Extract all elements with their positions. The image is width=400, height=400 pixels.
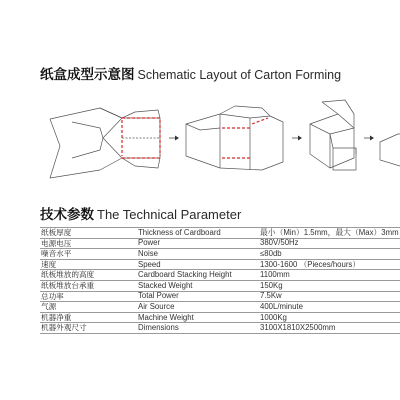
param-value: 最小（Min）1.5mm，最大（Max）3mm <box>260 227 399 237</box>
param-name-zh: 纸板堆放台承重 <box>40 280 137 291</box>
param-value: ≤80db <box>259 249 400 260</box>
param-name-en: Stacked Weight <box>137 280 259 291</box>
param-name-en: Total Power <box>137 291 259 302</box>
param-name-en: Power <box>137 238 259 249</box>
technical-parameter-table <box>40 227 400 334</box>
param-name-zh: 速度 <box>40 259 137 270</box>
table-row <box>40 228 400 239</box>
param-name-zh: 噪音水平 <box>40 249 137 260</box>
param-name-en: Noise <box>137 249 259 260</box>
param-name-en: Speed <box>137 259 259 270</box>
param-name-zh: 机器外观尺寸 <box>40 323 137 334</box>
param-value: 7.5Kw <box>259 291 400 302</box>
param-value: 1100mm <box>259 270 400 281</box>
arrow-3-icon <box>364 136 374 141</box>
fold-line-flap-2 <box>252 118 268 124</box>
table-row <box>40 323 400 334</box>
table-row <box>40 280 400 291</box>
table-row <box>40 270 400 281</box>
param-name-en: Air Source <box>137 302 259 313</box>
param-value: 400L/minute <box>259 302 400 313</box>
arrow-2-icon <box>292 136 302 141</box>
arrow-1-icon <box>169 136 179 141</box>
schematic-title-en: Schematic Layout of Carton Forming <box>137 68 342 82</box>
param-value: 1300-1600 （Pieces/hours） <box>259 259 400 270</box>
param-name-zh: 电源电压 <box>40 238 137 249</box>
param-name-zh: 机器净重 <box>40 312 137 323</box>
param-value: 150Kg <box>259 280 400 291</box>
param-name-zh: 总功率 <box>40 291 137 302</box>
table-row <box>40 312 400 323</box>
param-value: 3100X1810X2500mm <box>259 323 400 334</box>
table-row <box>40 249 400 260</box>
stage-4-box <box>380 134 400 166</box>
table-row <box>40 238 400 249</box>
carton-forming-diagram <box>0 88 400 200</box>
table-row <box>40 259 400 270</box>
stage-3-box <box>310 100 356 170</box>
param-name-en: Dimensions <box>137 323 259 334</box>
param-value: 1000Kg <box>259 312 400 323</box>
table-row <box>40 291 400 302</box>
param-name-en: Machine Weight <box>137 312 259 323</box>
param-name-en: Cardboard Stacking Height <box>137 270 259 281</box>
technical-title-en: The Technical Parameter <box>97 207 242 222</box>
schematic-title <box>40 66 341 83</box>
param-name-zh: 气源 <box>40 302 137 313</box>
technical-title-zh: 技术参数 <box>40 207 94 223</box>
technical-title <box>40 206 241 223</box>
param-name-zh: 纸板堆放的高度 <box>40 270 137 281</box>
param-value: 380V/50Hz <box>259 238 400 249</box>
schematic-title-zh: 纸盒成型示意图 <box>40 67 135 83</box>
param-name-en: Thickness of Cardboard <box>137 228 259 239</box>
table-row <box>40 302 400 313</box>
stage-2-carton <box>186 106 283 170</box>
param-name-zh: 纸板厚度 <box>40 228 137 239</box>
